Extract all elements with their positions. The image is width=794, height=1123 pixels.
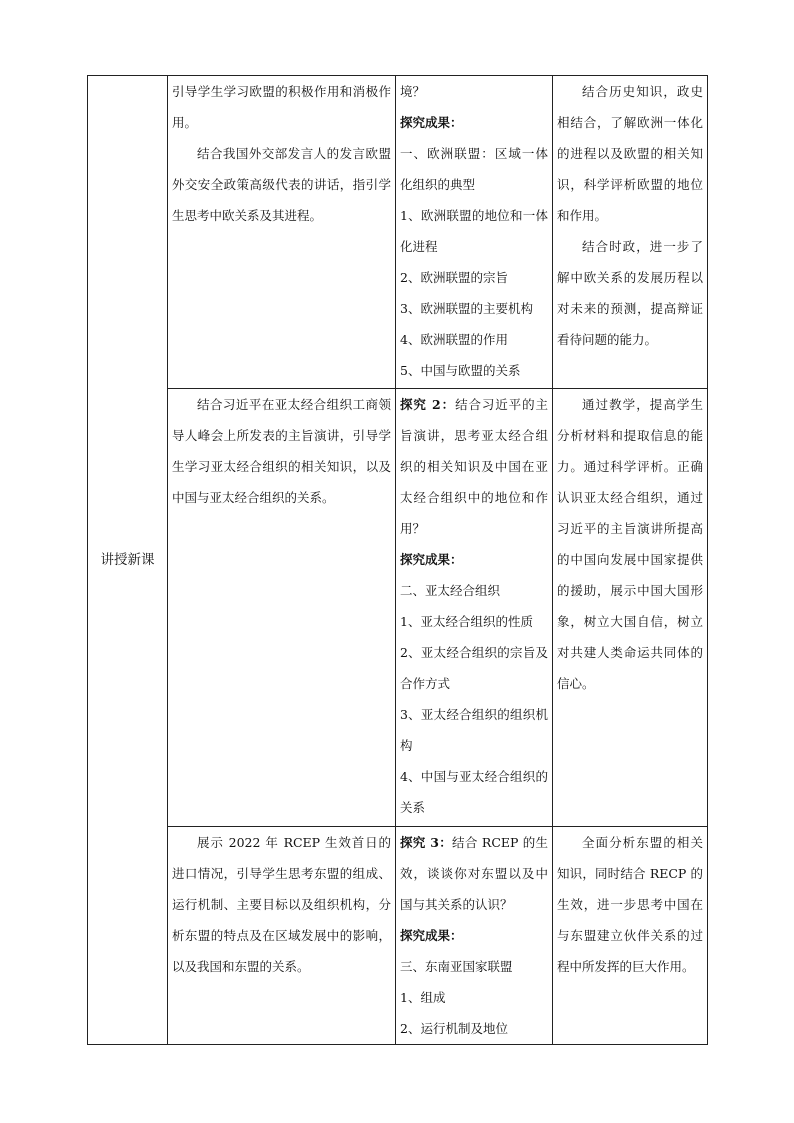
student-line: 3、欧洲联盟的主要机构 [400,301,533,316]
stage-label: 讲授新课 [100,551,155,568]
stage-cell [88,76,168,1045]
student-line: 5、中国与欧盟的关系 [400,363,521,378]
design-intent-cell [553,76,708,389]
student-line: 2、欧洲联盟的宗旨 [400,270,508,285]
student-line: 2、运行机制及地位 [400,1021,508,1036]
student-activity-cell [396,827,553,1045]
student-line: 2、亚太经合组织的宗旨及合作方式 [400,645,548,691]
section-row-apec [88,389,708,827]
intent-paragraph: 通过教学，提高学生分析材料和提取信息的能力。通过科学评析。正确认识亚太经合组织，通过习近平的主旨演讲所提高的中国向发展中国家提供的援助，展示中国大国形象，树立大国自信，树立对共建人类命运共同体的信心。 [557,397,703,691]
student-activity-cell [396,389,553,827]
inquiry-result-heading: 探究成果： [400,552,463,567]
inquiry-result-heading: 探究成果： [400,928,463,943]
teacher-paragraph: 展示 2022 年 RCEP 生效首日的进口情况，引导学生思考东盟的组成、运行机制、主要目标以及组织机构，分析东盟的特点及在区域发展中的影响，以及我国和东盟的关系。 [172,835,391,974]
student-line: 二、亚太经合组织 [400,583,501,598]
student-inquiry-question [400,827,548,920]
teacher-activity-cell [168,389,396,827]
student-line: 境？ [400,84,426,99]
student-line: 1、亚太经合组织的性质 [400,614,533,629]
student-inquiry-question [400,389,548,544]
student-activity-cell [396,76,553,389]
student-line: 1、组成 [400,990,446,1005]
lesson-plan-table [87,75,708,1045]
inquiry-text: 结合 RCEP 的生效，谈谈你对东盟以及中国与其关系的认识？ [400,835,548,912]
design-intent-cell [553,827,708,1045]
student-line: 1、欧洲联盟的地位和一体化进程 [400,208,548,254]
section-row-eu [88,76,708,389]
teacher-paragraph: 结合我国外交部发言人的发言欧盟外交安全政策高级代表的讲话，指引学生思考中欧关系及其进程。 [172,146,391,223]
inquiry-lead: 探究 2： [400,397,456,412]
teacher-paragraph: 引导学生学习欧盟的积极作用和消极作用。 [172,84,391,130]
intent-paragraph: 结合历史知识，政史相结合，了解欧洲一体化的进程以及欧盟的相关知识，科学评析欧盟的地位和作用。 [557,84,703,223]
inquiry-text: 结合习近平的主旨演讲，思考亚太经合组织的相关知识及中国在亚太经合组织中的地位和作用？ [400,397,548,536]
student-line: 一、欧洲联盟：区域一体化组织的典型 [400,146,548,192]
inquiry-result-heading: 探究成果： [400,115,463,130]
design-intent-cell [553,389,708,827]
student-line: 三、东南亚国家联盟 [400,959,513,974]
student-line: 4、中国与亚太经合组织的关系 [400,769,548,815]
section-row-asean [88,827,708,1045]
student-line: 4、欧洲联盟的作用 [400,332,508,347]
intent-paragraph: 全面分析东盟的相关知识，同时结合 RECP 的生效，进一步思考中国在与东盟建立伙伴关系的过程中所发挥的巨大作用。 [557,835,703,974]
teacher-paragraph: 结合习近平在亚太经合组织工商领导人峰会上所发表的主旨演讲，引导学生学习亚太经合组织的相关知识，以及中国与亚太经合组织的关系。 [172,397,391,505]
intent-paragraph: 结合时政，进一步了解中欧关系的发展历程以对未来的预测，提高辩证看待问题的能力。 [557,239,703,347]
inquiry-lead: 探究 3： [400,835,453,850]
teacher-activity-cell [168,827,396,1045]
student-line: 3、亚太经合组织的组织机构 [400,707,548,753]
teacher-activity-cell [168,76,396,389]
